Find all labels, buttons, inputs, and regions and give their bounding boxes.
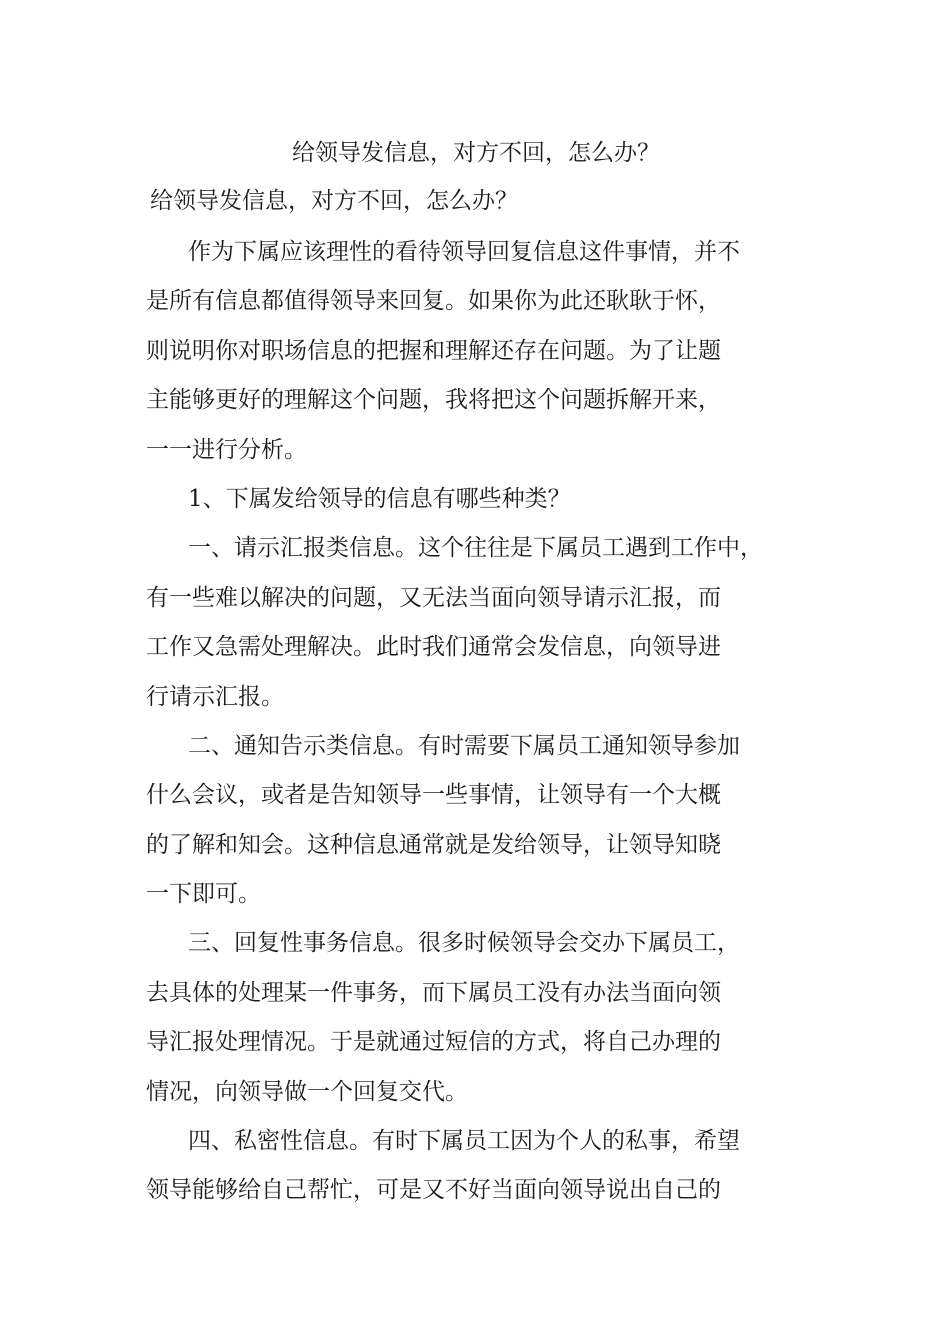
text-line: 作为下属应该理性的看待领导回复信息这件事情，并不 (188, 239, 740, 265)
text-line: 导汇报处理情况。于是就通过短信的方式，将自己办理的 (146, 1029, 721, 1056)
text-line: 的了解和知会。这种信息通常就是发给领导，让领导知晓 (146, 831, 721, 858)
text-line: 情况，向领导做一个回复交代。 (146, 1078, 468, 1105)
text-line: 领导能够给自己帮忙，可是又不好当面向领导说出自己的 (146, 1177, 721, 1204)
text-line: 行请示汇报。 (146, 683, 284, 710)
text-line: 什么会议，或者是告知领导一些事情，让领导有一个大概 (146, 782, 721, 809)
text-line: 去具体的处理某一件事务，而下属员工没有办法当面向领 (146, 979, 721, 1006)
document-title: 给领导发信息，对方不回，怎么办？ (292, 140, 660, 166)
text-line: 一、请示汇报类信息。这个往往是下属员工遇到工作中， (188, 535, 763, 562)
text-line: 是所有信息都值得领导来回复。如果你为此还耿耿于怀， (146, 288, 721, 315)
text-line: 主能够更好的理解这个问题，我将把这个问题拆解开来， (146, 387, 721, 414)
text-line: 四、私密性信息。有时下属员工因为个人的私事，希望 (188, 1128, 740, 1155)
section-heading: 1、下属发给领导的信息有哪些种类？ (188, 485, 571, 512)
text-line: 工作又急需处理解决。此时我们通常会发信息，向领导进 (146, 634, 721, 661)
document-subtitle: 给领导发信息，对方不回，怎么办？ (150, 188, 518, 214)
text-line: 一一进行分析。 (146, 436, 307, 463)
text-line: 则说明你对职场信息的把握和理解还存在问题。为了让题 (146, 337, 721, 364)
document-body (146, 228, 806, 1216)
text-line: 有一些难以解决的问题，又无法当面向领导请示汇报，而 (146, 584, 721, 611)
text-line: 二、通知告示类信息。有时需要下属员工通知领导参加 (188, 732, 740, 759)
text-line: 三、回复性事务信息。很多时候领导会交办下属员工， (188, 930, 740, 957)
text-line: 一下即可。 (146, 881, 261, 908)
